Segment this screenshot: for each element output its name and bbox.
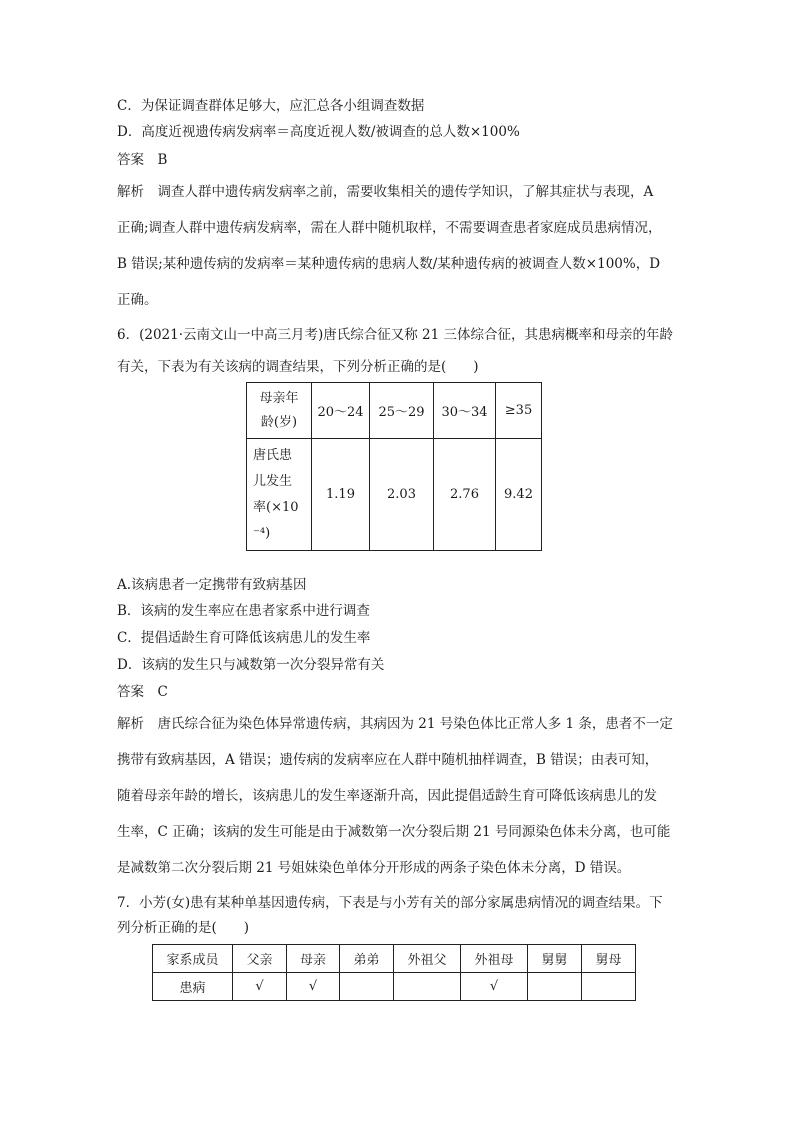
q5-explain-line-1 xyxy=(117,182,653,202)
table-row xyxy=(153,973,636,1001)
answer-value: C xyxy=(157,684,168,700)
table-cell: √ xyxy=(461,973,528,1001)
table-cell: √ xyxy=(233,973,287,1001)
q6-explain-line-5: 是减数第二次分裂后期 21 号姐妹染色单体分开形成的两条子染色体未分离，D 错误。 xyxy=(117,860,631,876)
q6-explain-line-3: 随着母亲年龄的增长，该病患儿的发生率逐渐升高，因此提倡适龄生育可降低该病患儿的发 xyxy=(117,788,657,804)
q5-explain-line-3: B 错误;某种遗传病的发病率＝某种遗传病的患病人数/某种遗传病的被调查人数×100%，D xyxy=(117,256,661,272)
q5-answer xyxy=(117,150,167,170)
column-header: 25～29 xyxy=(370,383,434,439)
row-label: 患病 xyxy=(153,973,233,1001)
q5-option-d: D．高度近视遗传病发病率＝高度近视人数/被调查的总人数×100% xyxy=(117,124,520,140)
row-label: 唐氏患 儿发生 率(×10 ⁻⁴) xyxy=(247,439,312,551)
column-header: 父亲 xyxy=(233,945,287,973)
explain-label: 解析 xyxy=(117,184,144,200)
q6-stem-line-1: 6．(2021·云南文山一中高三月考)唐氏综合征又称 21 三体综合征，其患病概率和母亲的年龄 xyxy=(117,327,674,343)
q7-stem-line-2: 列分析正确的是( ) xyxy=(117,920,250,936)
column-header: 外祖父 xyxy=(394,945,461,973)
q6-option-d: D．该病的发生只与减数第一次分裂异常有关 xyxy=(117,657,385,673)
q7-table xyxy=(152,944,636,1001)
q6-explain-line-1 xyxy=(117,714,673,734)
table-row xyxy=(247,439,542,551)
q6-answer xyxy=(117,682,168,702)
q6-option-c: C．提倡适龄生育可降低该病患儿的发生率 xyxy=(117,630,371,646)
table-header-row xyxy=(247,383,542,439)
table-cell: 2.03 xyxy=(370,439,434,551)
answer-label: 答案 xyxy=(117,152,144,168)
column-header: 弟弟 xyxy=(340,945,394,973)
q5-explain-line-4: 正确。 xyxy=(117,292,158,308)
table-header-row xyxy=(153,945,636,973)
table-cell xyxy=(582,973,636,1001)
column-header: ≥35 xyxy=(496,383,542,439)
answer-label: 答案 xyxy=(117,684,144,700)
column-header: 20～24 xyxy=(312,383,370,439)
column-header: 母亲 xyxy=(287,945,340,973)
q6-explain-line-4: 生率，C 正确；该病的发生可能是由于减数第一次分裂后期 21 号同源染色体未分离，也可能 xyxy=(117,824,671,840)
table-cell xyxy=(394,973,461,1001)
table-cell xyxy=(340,973,394,1001)
table-cell: 1.19 xyxy=(312,439,370,551)
table-cell xyxy=(528,973,582,1001)
q6-option-a: A.该病患者一定携带有致病基因 xyxy=(117,577,307,593)
q6-stem-line-2: 有关，下表为有关该病的调查结果，下列分析正确的是( ) xyxy=(117,359,479,375)
q6-option-b: B．该病的发生率应在患者家系中进行调查 xyxy=(117,603,370,619)
column-header: 30～34 xyxy=(434,383,496,439)
answer-value: B xyxy=(157,152,168,168)
column-header: 外祖母 xyxy=(461,945,528,973)
column-header: 舅舅 xyxy=(528,945,582,973)
q5-option-c: C．为保证调查群体足够大，应汇总各小组调查数据 xyxy=(117,98,425,114)
column-header: 家系成员 xyxy=(153,945,233,973)
explain-text: 调查人群中遗传病发病率之前，需要收集相关的遗传学知识，了解其症状与表现，A xyxy=(157,184,654,200)
column-header: 舅母 xyxy=(582,945,636,973)
table-cell: 2.76 xyxy=(434,439,496,551)
explain-text: 唐氏综合征为染色体异常遗传病，其病因为 21 号染色体比正常人多 1 条，患者不一定 xyxy=(157,716,673,732)
table-cell: 9.42 xyxy=(496,439,542,551)
q6-explain-line-2: 携带有致病基因，A 错误；遗传病的发病率应在人群中随机抽样调查，B 错误；由表可知， xyxy=(117,752,659,768)
table-cell: √ xyxy=(287,973,340,1001)
q7-stem-line-1: 7．小芳(女)患有某种单基因遗传病，下表是与小芳有关的部分家属患病情况的调查结果。下 xyxy=(117,895,663,911)
header-cell: 母亲年 龄(岁) xyxy=(247,383,312,439)
q5-explain-line-2: 正确;调查人群中遗传病发病率，需在人群中随机取样，不需要调查患者家庭成员患病情况， xyxy=(117,220,662,236)
explain-label: 解析 xyxy=(117,716,144,732)
q6-table xyxy=(246,382,542,551)
